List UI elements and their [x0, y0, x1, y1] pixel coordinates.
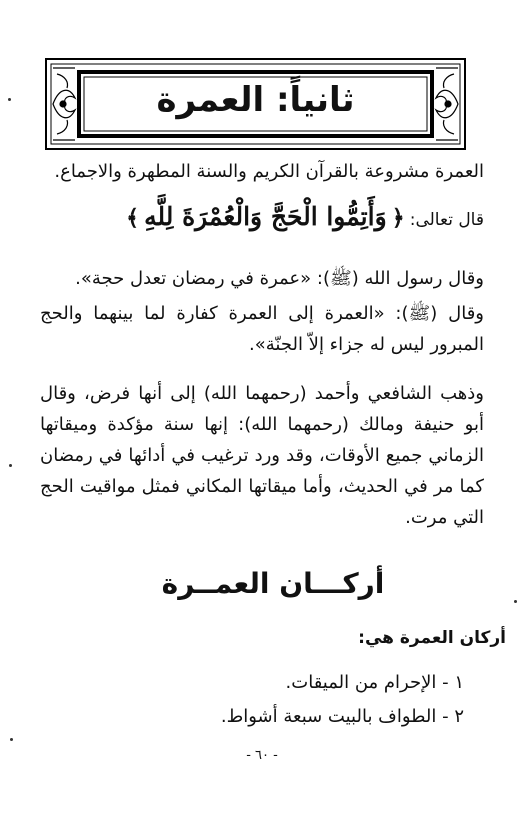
page-number: - ٦٠ - — [246, 748, 278, 763]
verse-intro: قال تعالى: — [409, 210, 484, 230]
hadith-paragraph-2: وقال (ﷺ): «العمرة إلى العمرة كفارة لما بينهما والحج المبرور ليس له جزاء إلاّ الجنّة». — [40, 303, 484, 355]
verse-open-bracket: ﴿ — [391, 206, 405, 231]
verse-text: وَأَتِمُّوا الْحَجَّ وَالْعُمْرَةَ لِلَّهِ — [144, 202, 387, 231]
hadith-paragraph-1: وقال رسول الله (ﷺ): «عمرة في رمضان تعدل حجة». — [75, 268, 484, 289]
pillars-label: أركان العمرة هي: — [358, 628, 506, 648]
scan-dot — [10, 738, 13, 741]
section-heading: أركـــان العمــرة — [161, 567, 385, 600]
scan-dot — [8, 98, 11, 101]
quran-verse — [40, 202, 506, 231]
list-item: ١ - الإحرام من الميقات. — [285, 672, 464, 693]
scan-dot — [9, 464, 12, 467]
page-title: ثانياً: العمرة — [156, 80, 355, 120]
verse-close-bracket: ﴾ — [126, 206, 139, 231]
ruling-paragraph: وذهب الشافعي وأحمد (رحمهما الله) إلى أنها فرض، وقال أبو حنيفة ومالك (رحمهما الله): إنها سنة مؤكدة وميقاتها الزماني جميع الأوقات، وقد ورد ترغيب في أدائها في رمضان كما مر في الحديث، وأما ميقاتها المكاني فمثل مواقيت الحج التي مرت. — [40, 383, 484, 528]
title-frame — [45, 58, 466, 150]
list-item: ٢ - الطواف بالبيت سبعة أشواط. — [220, 706, 464, 727]
scan-dot — [514, 600, 517, 603]
intro-paragraph: العمرة مشروعة بالقرآن الكريم والسنة المطهرة والاجماع. — [54, 161, 484, 182]
